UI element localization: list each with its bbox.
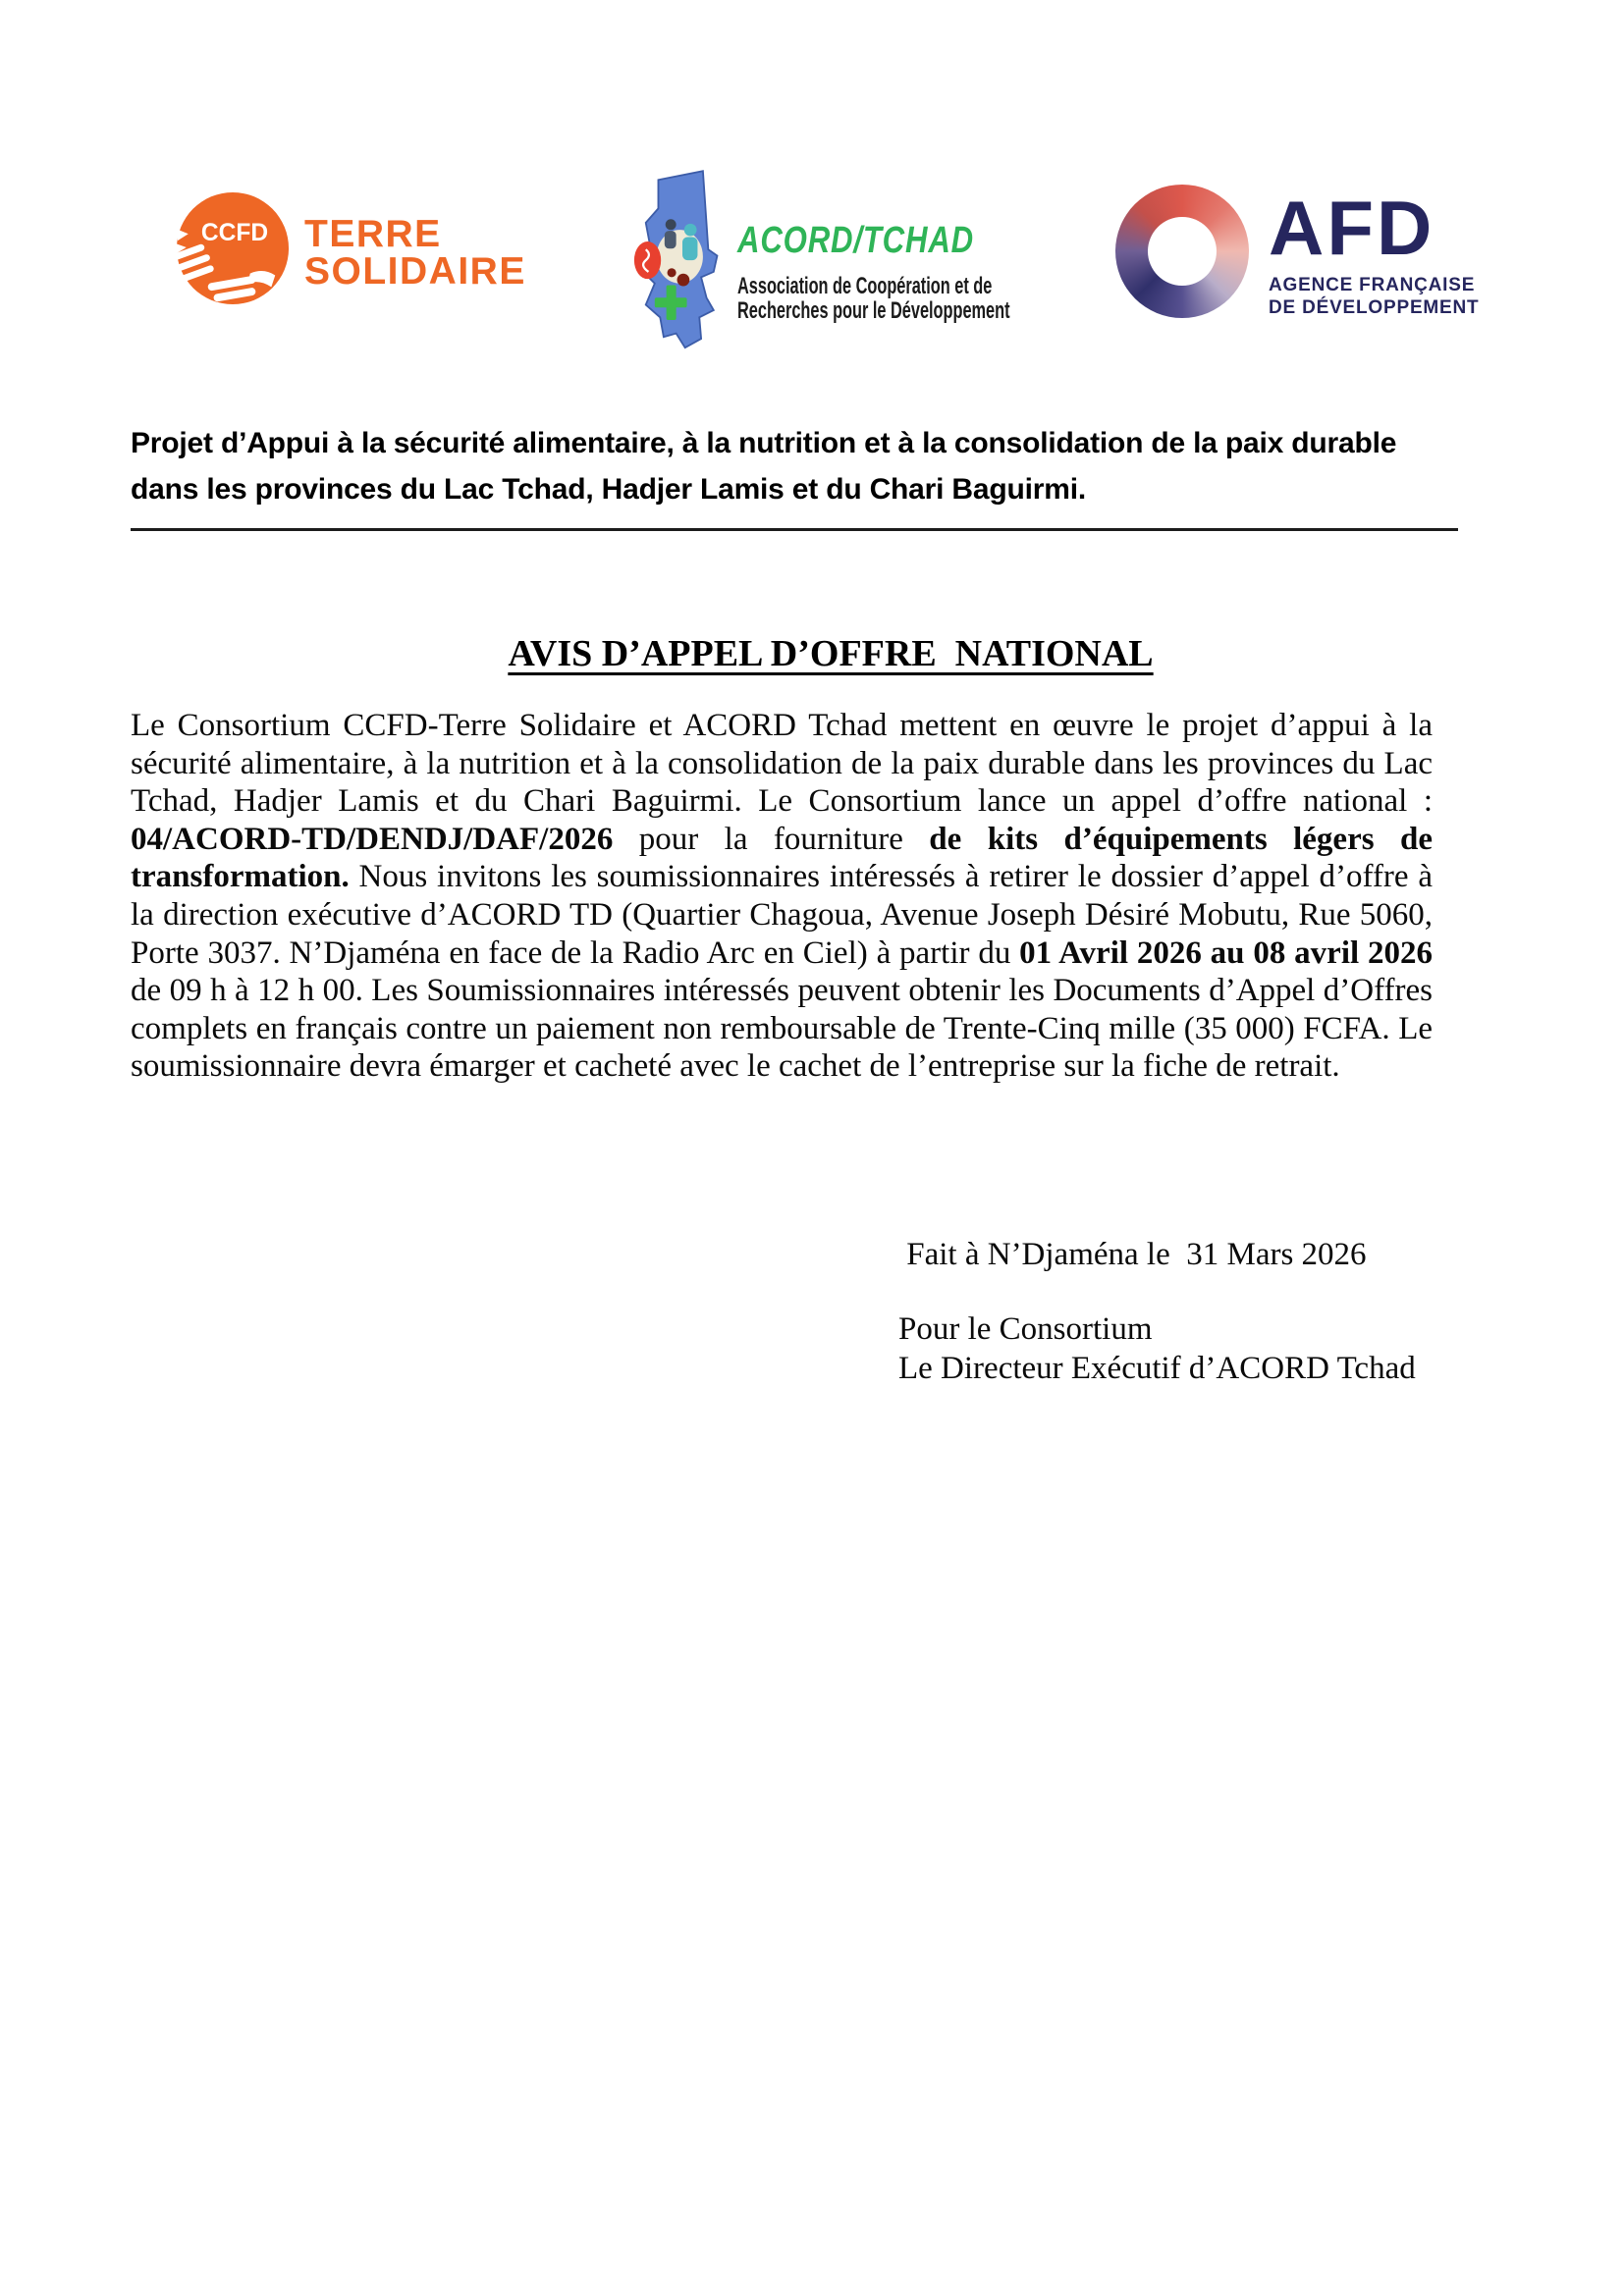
ccfd-terre-solidaire-logo — [175, 190, 526, 306]
afd-text-block — [1269, 185, 1480, 320]
closing-signatory-line2: Le Directeur Exécutif d’ACORD Tchad — [898, 1351, 1416, 1386]
acord-tchad-logo — [633, 165, 1138, 357]
project-header-line1: Projet d’Appui à la sécurité alimentaire, à la nutrition et à la consolidation de la paix durable — [131, 427, 1397, 459]
afd-acronym: AFD — [1269, 185, 1435, 271]
afd-subtitle-line1: AGENCE FRANÇAISE — [1269, 274, 1476, 295]
ccfd-wordmark-line1: TERRE — [304, 213, 442, 255]
project-header-line2: dans les provinces du Lac Tchad, Hadjer Lamis et du Chari Baguirmi. — [131, 473, 1086, 506]
acord-name: ACORD/TCHAD — [737, 220, 974, 261]
acord-text-block — [737, 220, 1138, 357]
svg-text:CCFD: CCFD — [200, 220, 269, 247]
notice-body-paragraph: Le Consortium CCFD-Terre Solidaire et ACORD Tchad mettent en œuvre le projet d’appui à la sécurité alimentaire, à la nutrition et à la consolidation de la paix durable dans les provinces du Lac Tchad, Hadjer Lamis et du Chari Baguirmi. Le Consortium lance un appel d’offre national : 04/ACORD-TD/DENDJ/DAF/2026 pour la fourniture de kits d’équipements légers de transformation. Nous invitons les soumissionnaires intéressés à retirer le dossier d’appel d’offre à la direction exécutive d’ACORD TD (Quartier Chagoua, Avenue Joseph Désiré Mobutu, Rue 5060, Porte 3037. N’Djaména en face de la Radio Arc en Ciel) à partir du 01 Avril 2026 au 08 avril 2026 de 09 h à 12 h 00. Les Soumissionnaires intéressés peuvent obtenir les Documents d’Appel d’Offres complets en français contre un paiement non remboursable de Trente-Cinq mille (35 000) FCFA. Le soumissionnaire devra émarger et cacheté avec le cachet de l’entreprise sur la fiche de retrait. — [131, 708, 1433, 1085]
acord-subtitle — [737, 274, 1010, 324]
acord-subtitle-line2: Recherches pour le Développement — [737, 297, 1010, 325]
closing-block — [898, 1235, 1416, 1388]
afd-subtitle-line2: DE DÉVELOPPEMENT — [1269, 297, 1480, 319]
project-header — [131, 420, 1458, 531]
ccfd-globe-hands-icon — [175, 190, 291, 306]
ccfd-wordmark — [304, 213, 526, 306]
closing-signatory — [898, 1309, 1416, 1388]
closing-date-line: Fait à N’Djaména le 31 Mars 2026 — [898, 1237, 1367, 1272]
ccfd-wordmark-line2: SOLIDAIRE — [304, 249, 526, 293]
afd-subtitle — [1269, 274, 1479, 321]
closing-signatory-line1: Pour le Consortium — [898, 1311, 1153, 1347]
acord-chad-map-icon — [633, 165, 731, 357]
afd-ring-icon — [1115, 185, 1249, 318]
acord-subtitle-line1: Association de Coopération et de — [737, 273, 993, 299]
page-title: AVIS D’APPEL D’OFFRE NATIONAL — [508, 633, 1154, 674]
afd-logo — [1115, 185, 1479, 320]
